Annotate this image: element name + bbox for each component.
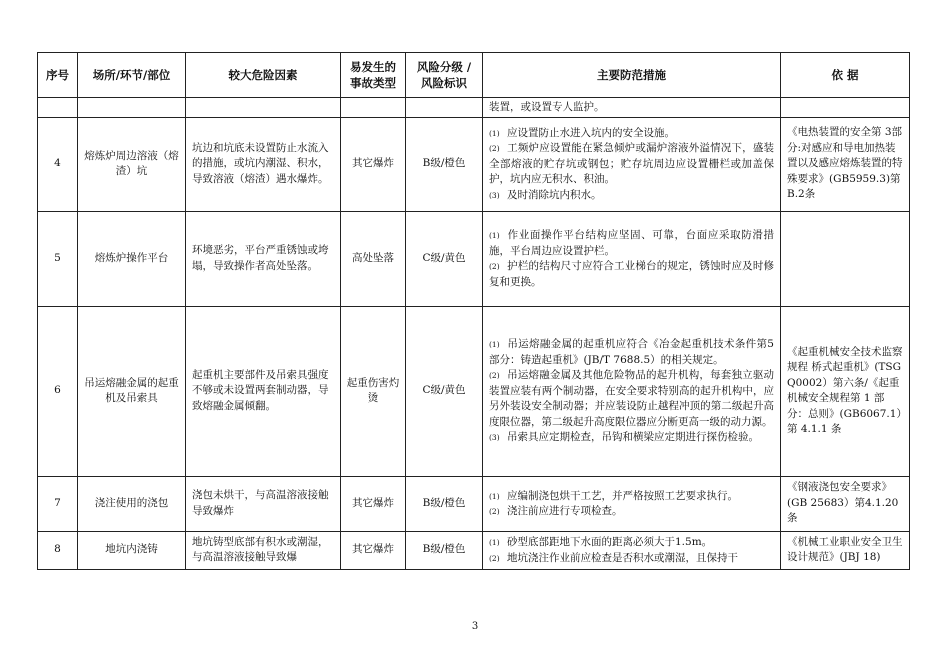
measure-text: 地坑浇注作业前应检查是否积水或潮湿，且保持干 xyxy=(507,551,738,564)
measure-item xyxy=(489,100,774,116)
measure-item xyxy=(489,228,774,259)
measure-item xyxy=(489,489,774,505)
cell-accident-type: 高处坠落 xyxy=(341,211,406,306)
page-number: 3 xyxy=(471,621,479,632)
risk-table-page xyxy=(37,52,909,570)
measure-item xyxy=(489,504,774,520)
header-measures: 主要防范措施 xyxy=(483,53,781,98)
measure-number: (2) xyxy=(489,262,500,271)
table-row xyxy=(38,306,910,476)
table-row xyxy=(38,117,910,211)
table-row xyxy=(38,531,910,569)
cell-seq: 6 xyxy=(38,306,78,476)
cell-measures xyxy=(483,211,781,306)
cell-measures xyxy=(483,476,781,531)
measure-text: 应设置防止水进入坑内的安全设施。 xyxy=(507,126,675,139)
cell-risk-level: B级/橙色 xyxy=(406,531,483,569)
cell-location xyxy=(78,98,186,118)
measure-item xyxy=(489,551,774,567)
cell-hazard: 坑边和坑底未设置防止水流入的措施，或坑内潮湿、积水，导致溶液（熔渣）遇水爆炸。 xyxy=(186,117,341,211)
cell-seq xyxy=(38,98,78,118)
cell-location: 浇注使用的浇包 xyxy=(78,476,186,531)
measure-text: 及时消除坑内积水。 xyxy=(507,188,602,201)
cell-basis: 《机械工业职业安全卫生设计规范》(JBJ 18) xyxy=(781,531,910,569)
measure-number: (2) xyxy=(489,371,500,381)
cell-measures xyxy=(483,306,781,476)
measure-number: (1) xyxy=(489,538,500,547)
cell-location: 吊运熔融金属的起重机及吊索具 xyxy=(78,306,186,476)
measure-number: (2) xyxy=(489,507,500,516)
cell-accident-type: 其它爆炸 xyxy=(341,476,406,531)
cell-location: 熔炼炉操作平台 xyxy=(78,211,186,306)
header-seq: 序号 xyxy=(38,53,78,98)
measure-text: 吊运熔融金属的起重机应符合《冶金起重机技术条件第5部分：铸造起重机》(JB/T 7688.5）的相关规定。 xyxy=(489,338,774,366)
measure-number: (2) xyxy=(489,144,500,154)
measure-text: 护栏的结构尺寸应符合工业梯台的规定，锈蚀时应及时修复和更换。 xyxy=(489,260,774,288)
measure-text: 工频炉应设置能在紧急倾炉或漏炉溶液外溢情况下，盛装全部熔液的贮存坑或钢包；贮存坑周边应设置栅栏或加盖保护，坑内应无积水、积油。 xyxy=(489,142,774,186)
cell-hazard: 地坑铸型底部有积水或潮湿，与高温溶液接触导致爆 xyxy=(186,531,341,569)
header-accident-line2: 事故类型 xyxy=(350,76,396,90)
measure-number: (1) xyxy=(489,491,500,501)
measure-text: 吊运熔融金属及其他危险物品的起升机构，每套独立驱动装置应装有两个制动器，在安全要求特别高的起升机构中，应另外装设安全制动器；并应装设防止越程冲顶的第二级起升高度限位器，第二级起升高度限位器应分断更高一级的动力源。 xyxy=(489,369,774,428)
measure-text: 装置，或设置专人监护。 xyxy=(489,101,605,113)
table-header-row xyxy=(38,53,910,98)
cell-basis: 《电热装置的安全第 3部分:对感应和导电加热装置以及感应熔炼装置的特殊要求》(GB5959.3)第B.2条 xyxy=(781,117,910,211)
measure-text: 砂型底部距地下水面的距离必须大于1.5m。 xyxy=(507,536,713,548)
cell-seq: 7 xyxy=(38,476,78,531)
cell-accident-type: 其它爆炸 xyxy=(341,531,406,569)
table-row xyxy=(38,98,910,118)
cell-hazard xyxy=(186,98,341,118)
cell-location: 地坑内浇铸 xyxy=(78,531,186,569)
header-accident-line1: 易发生的 xyxy=(350,60,396,74)
header-risk-line2: 风险标识 xyxy=(421,76,467,90)
cell-basis xyxy=(781,98,910,118)
header-basis: 依 据 xyxy=(781,53,910,98)
measure-number: (3) xyxy=(489,190,500,200)
cell-seq: 5 xyxy=(38,211,78,306)
cell-accident-type xyxy=(341,98,406,118)
cell-risk-level: C级/黄色 xyxy=(406,211,483,306)
cell-measures xyxy=(483,117,781,211)
cell-risk-level xyxy=(406,98,483,118)
cell-basis: 《钢液浇包安全要求》(GB 25683）第4.1.20条 xyxy=(781,476,910,531)
cell-risk-level: B级/橙色 xyxy=(406,117,483,211)
measure-number: (3) xyxy=(489,433,500,443)
cell-measures xyxy=(483,531,781,569)
measure-number: (2) xyxy=(489,553,500,563)
table-row xyxy=(38,211,910,306)
cell-hazard: 浇包未烘干，与高温溶液接触导致爆炸 xyxy=(186,476,341,531)
header-risk-level xyxy=(406,53,483,98)
measure-item xyxy=(489,430,774,446)
measure-item xyxy=(489,126,774,142)
cell-risk-level: B级/橙色 xyxy=(406,476,483,531)
cell-measures xyxy=(483,98,781,118)
measure-text: 吊索具应定期检查，吊钩和横梁应定期进行探伤检验。 xyxy=(507,431,759,444)
measure-number: (1) xyxy=(489,128,500,138)
measure-item xyxy=(489,259,774,290)
cell-accident-type: 其它爆炸 xyxy=(341,117,406,211)
cell-accident-type: 起重伤害灼 烫 xyxy=(341,306,406,476)
measure-text: 作业面操作平台结构应坚固、可靠，台面应采取防滑措施，平台周边应设置护栏。 xyxy=(489,229,774,257)
cell-location: 熔炼炉周边溶液（熔渣）坑 xyxy=(78,117,186,211)
measure-item xyxy=(489,368,774,430)
cell-seq: 4 xyxy=(38,117,78,211)
measure-text: 应编制浇包烘干工艺，并严格按照工艺要求执行。 xyxy=(507,489,738,502)
measure-item xyxy=(489,141,774,188)
header-accident-type xyxy=(341,53,406,98)
header-hazard: 较大危险因素 xyxy=(186,53,341,98)
cell-risk-level: C级/黄色 xyxy=(406,306,483,476)
header-risk-line1: 风险分级 / xyxy=(416,60,472,74)
cell-basis: 《起重机械安全技术监察规程 桥式起重机》(TSG Q0002）第六条/《起重机械安全规程第 1 部分：总则》(GB6067.1）第 4.1.1 条 xyxy=(781,306,910,476)
measure-item xyxy=(489,188,774,204)
measure-text: 浇注前应进行专项检查。 xyxy=(507,505,623,517)
cell-hazard: 起重机主要部件及吊索具强度不够或未设置两套制动器，导致熔融金属倾翻。 xyxy=(186,306,341,476)
cell-seq: 8 xyxy=(38,531,78,569)
cell-hazard: 环境恶劣，平台严重锈蚀或垮塌，导致操作者高处坠落。 xyxy=(186,211,341,306)
measure-number: (1) xyxy=(489,231,500,240)
measure-item xyxy=(489,535,774,551)
cell-basis xyxy=(781,211,910,306)
measure-number: (1) xyxy=(489,340,500,350)
table-row xyxy=(38,476,910,531)
measure-item xyxy=(489,337,774,368)
risk-table xyxy=(37,52,910,570)
header-location: 场所/环节/部位 xyxy=(78,53,186,98)
